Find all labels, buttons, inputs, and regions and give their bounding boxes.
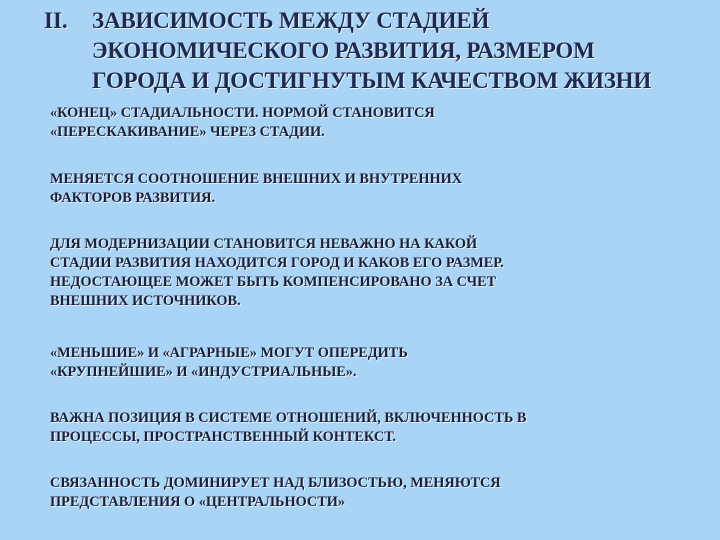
title-line: ЗАВИСИМОСТЬ МЕЖДУ СТАДИЕЙ [92,8,490,33]
paragraph-line: ВАЖНА ПОЗИЦИЯ В СИСТЕМЕ ОТНОШЕНИЙ, ВКЛЮЧЕННОСТЬ В [50,410,527,426]
paragraph-line: ПРЕДСТАВЛЕНИЯ О «ЦЕНТРАЛЬНОСТИ» [50,494,346,510]
paragraph-line: ВНЕШНИХ ИСТОЧНИКОВ. [50,293,241,309]
paragraph-modernization [50,235,690,311]
paragraph-line: ПРОЦЕССЫ, ПРОСТРАНСТВЕННЫЙ КОНТЕКСТ. [50,429,396,445]
title-text [92,6,716,96]
paragraph-line: ДЛЯ МОДЕРНИЗАЦИИ СТАНОВИТСЯ НЕВАЖНО НА КАКОЙ [50,236,478,252]
title-number: II. [44,8,68,33]
paragraph-line: «МЕНЬШИЕ» И «АГРАРНЫЕ» МОГУТ ОПЕРЕДИТЬ [50,345,408,361]
paragraph-smaller-agrarian [50,344,690,382]
paragraph-line: «ПЕРЕСКАКИВАНИЕ» ЧЕРЕЗ СТАДИИ. [50,124,325,140]
paragraph-line: «КРУПНЕЙШИЕ» И «ИНДУСТРИАЛЬНЫЕ». [50,364,357,380]
title-line: ГОРОДА И ДОСТИГНУТЫМ КАЧЕСТВОМ ЖИЗНИ [92,68,652,93]
paragraph-stadiality [50,104,690,142]
title-line: ЭКОНОМИЧЕСКОГО РАЗВИТИЯ, РАЗМЕРОМ [92,38,595,63]
paragraph-position [50,409,690,447]
paragraph-line: ФАКТОРОВ РАЗВИТИЯ. [50,190,216,206]
paragraph-connectivity [50,474,690,512]
paragraph-line: «КОНЕЦ» СТАДИАЛЬНОСТИ. НОРМОЙ СТАНОВИТСЯ [50,105,435,121]
paragraph-line: НЕДОСТАЮЩЕЕ МОЖЕТ БЫТЬ КОМПЕНСИРОВАНО ЗА СЧЕТ [50,274,497,290]
paragraph-line: МЕНЯЕТСЯ СООТНОШЕНИЕ ВНЕШНИХ И ВНУТРЕННИХ [50,171,463,187]
paragraph-line: СВЯЗАННОСТЬ ДОМИНИРУЕТ НАД БЛИЗОСТЬЮ, МЕНЯЮТСЯ [50,475,501,491]
paragraph-factors [50,170,690,208]
paragraph-line: СТАДИИ РАЗВИТИЯ НАХОДИТСЯ ГОРОД И КАКОВ ЕГО РАЗМЕР. [50,255,504,271]
